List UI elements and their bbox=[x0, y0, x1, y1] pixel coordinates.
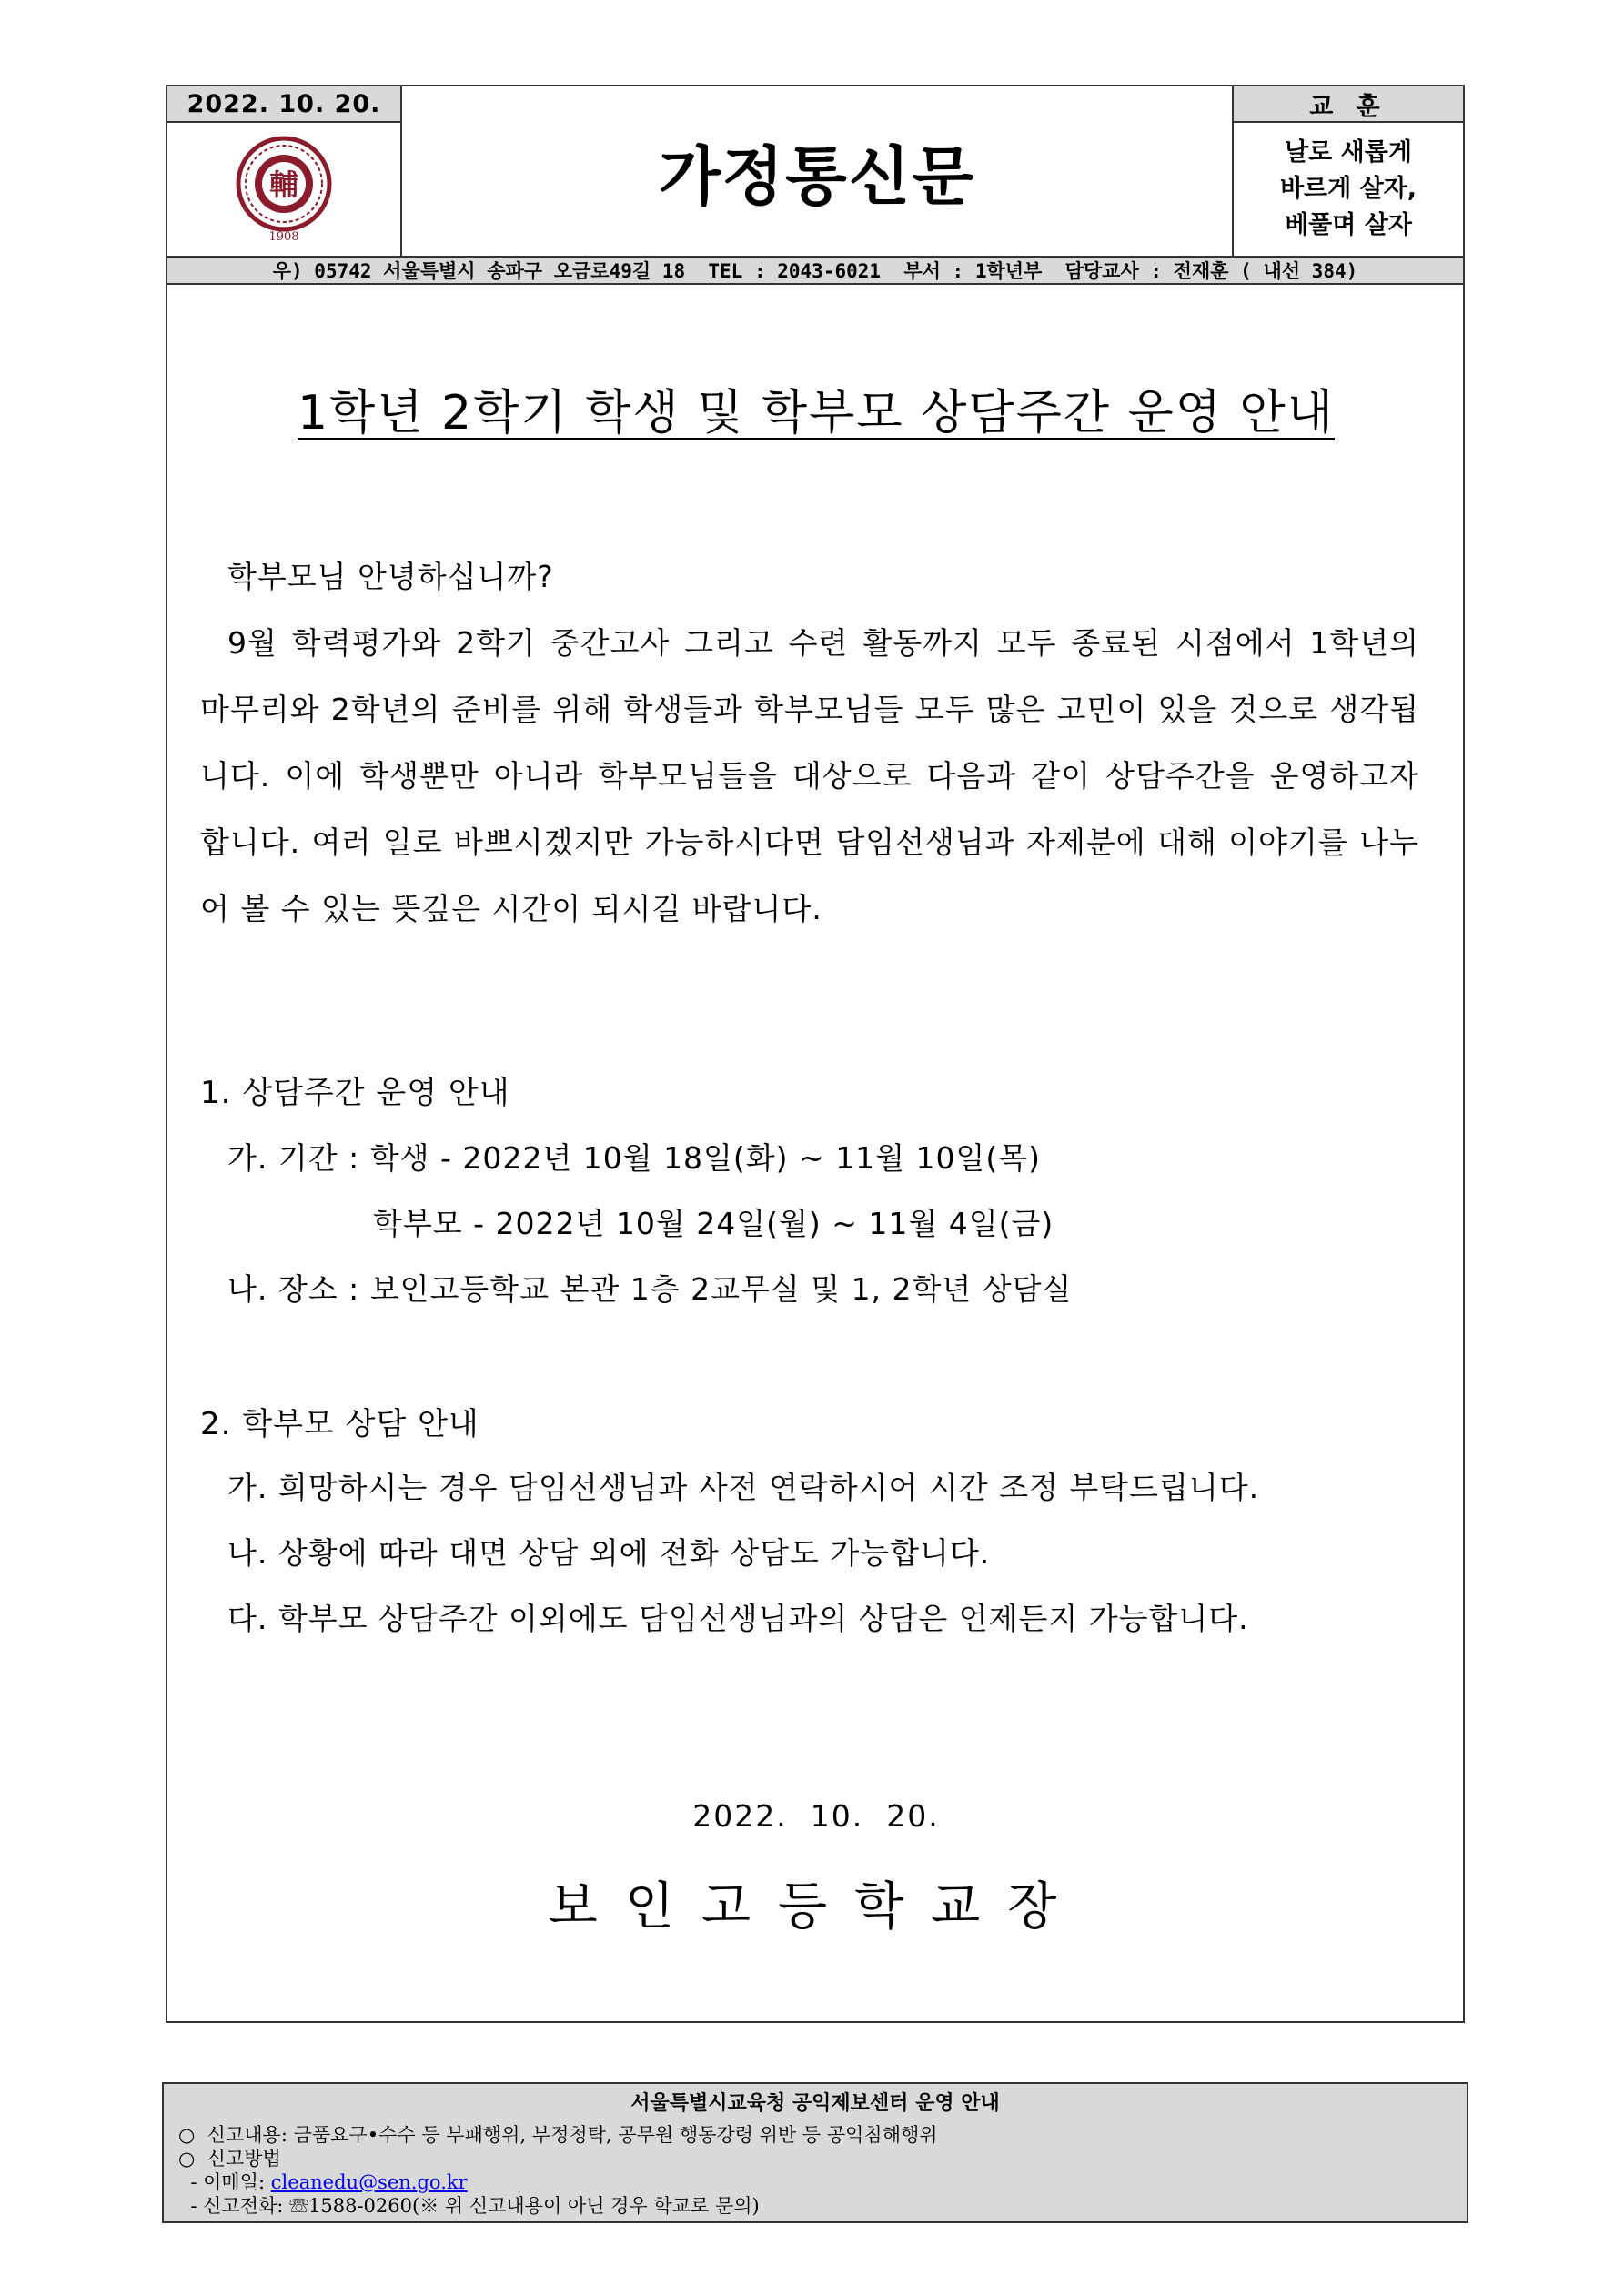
svg-text:輔: 輔 bbox=[268, 167, 299, 202]
school-emblem-icon bbox=[234, 135, 334, 244]
motto-line: 날로 새롭게 bbox=[1285, 138, 1412, 167]
document-title-text: 1학년 2학기 학생 및 학부모 상담주간 운영 안내 bbox=[297, 386, 1336, 440]
whistleblower-notice bbox=[162, 2082, 1468, 2223]
section1-item-parents-period: 학부모 - 2022년 10월 24일(월) ~ 11월 4일(금) bbox=[373, 1206, 1054, 1241]
section2-item-phone: 나. 상황에 따라 대면 상담 외에 전화 상담도 가능합니다. bbox=[227, 1535, 991, 1571]
motto-line: 바르게 살자, bbox=[1279, 175, 1417, 203]
school-motto bbox=[1234, 123, 1463, 256]
section1-item-period: 가. 기간 : 학생 - 2022년 10월 18일(화) ~ 11월 10일(목) bbox=[227, 1140, 1042, 1176]
newsletter-header bbox=[166, 85, 1465, 285]
school-logo-cell bbox=[167, 123, 402, 256]
section1-heading: 1. 상담주간 운영 안내 bbox=[200, 1075, 510, 1111]
report-method-line: ○ 신고방법 bbox=[178, 2148, 281, 2170]
email-label: - 이메일: bbox=[178, 2171, 271, 2193]
motto-label: 교 훈 bbox=[1234, 86, 1463, 123]
intro-paragraph: 9월 학력평가와 2학기 중간고사 그리고 수련 활동까지 모두 종료된 시점에서 1학년의 마무리와 2학년의 준비를 위해 학생들과 학부모님들 모두 많은 고민이 있을 것으로 생각됩니다. 이에 학생뿐만 아니라 학부모님들을 대상으로 다음과 같이 상담주간을 운영하고자 합니다. 여러 일로 바쁘시겠지만 가능하시다면 담임선생님과 자제분에 대해 이야기를 나누어 볼 수 있는 뜻깊은 시간이 되시길 바랍니다. bbox=[200, 625, 1419, 926]
section2-item-anytime: 다. 학부모 상담주간 이외에도 담임선생님과의 상담은 언제든지 가능합니다. bbox=[227, 1601, 1249, 1636]
svg-text:1908: 1908 bbox=[268, 230, 299, 244]
intro-text bbox=[200, 543, 1419, 942]
principal-signature: 보인고등학교장 bbox=[548, 1877, 1084, 1937]
report-content-line: ○ 신고내용: 금품요구•수수 등 부패행위, 부정청탁, 공무원 행동강령 위반 등 공익침해행위 bbox=[178, 2124, 938, 2146]
notice-body bbox=[166, 283, 1465, 2023]
section2-heading: 2. 학부모 상담 안내 bbox=[200, 1406, 479, 1442]
greeting: 학부모님 안녕하십니까? bbox=[227, 559, 554, 594]
school-address-bar: 우) 05742 서울특별시 송파구 오금로49길 18 TEL : 2043-6021 부서 : 1학년부 담당교사 : 전재훈 ( 내선 384) bbox=[167, 256, 1463, 283]
document-title bbox=[167, 374, 1465, 442]
signature-date: 2022. 10. 20. bbox=[692, 1798, 940, 1834]
motto-line: 베풀며 살자 bbox=[1285, 211, 1412, 239]
section1-item-place: 나. 장소 : 보인고등학교 본관 1층 2교무실 및 1, 2학년 상담실 bbox=[227, 1271, 1073, 1307]
newsletter-title: 가정통신문 bbox=[402, 86, 1234, 256]
section2-item-contact: 가. 희망하시는 경우 담임선생님과 사전 연락하시어 시간 조정 부탁드립니다. bbox=[227, 1470, 1260, 1505]
email-link[interactable]: cleanedu@sen.go.kr bbox=[270, 2171, 468, 2193]
whistleblower-title: 서울특별시교육청 공익제보센터 운영 안내 bbox=[630, 2092, 1000, 2115]
issue-date: 2022. 10. 20. bbox=[167, 86, 402, 123]
report-phone-line: - 신고전화: ☏1588-0260(※ 위 신고내용이 아닌 경우 학교로 문의) bbox=[178, 2195, 760, 2217]
